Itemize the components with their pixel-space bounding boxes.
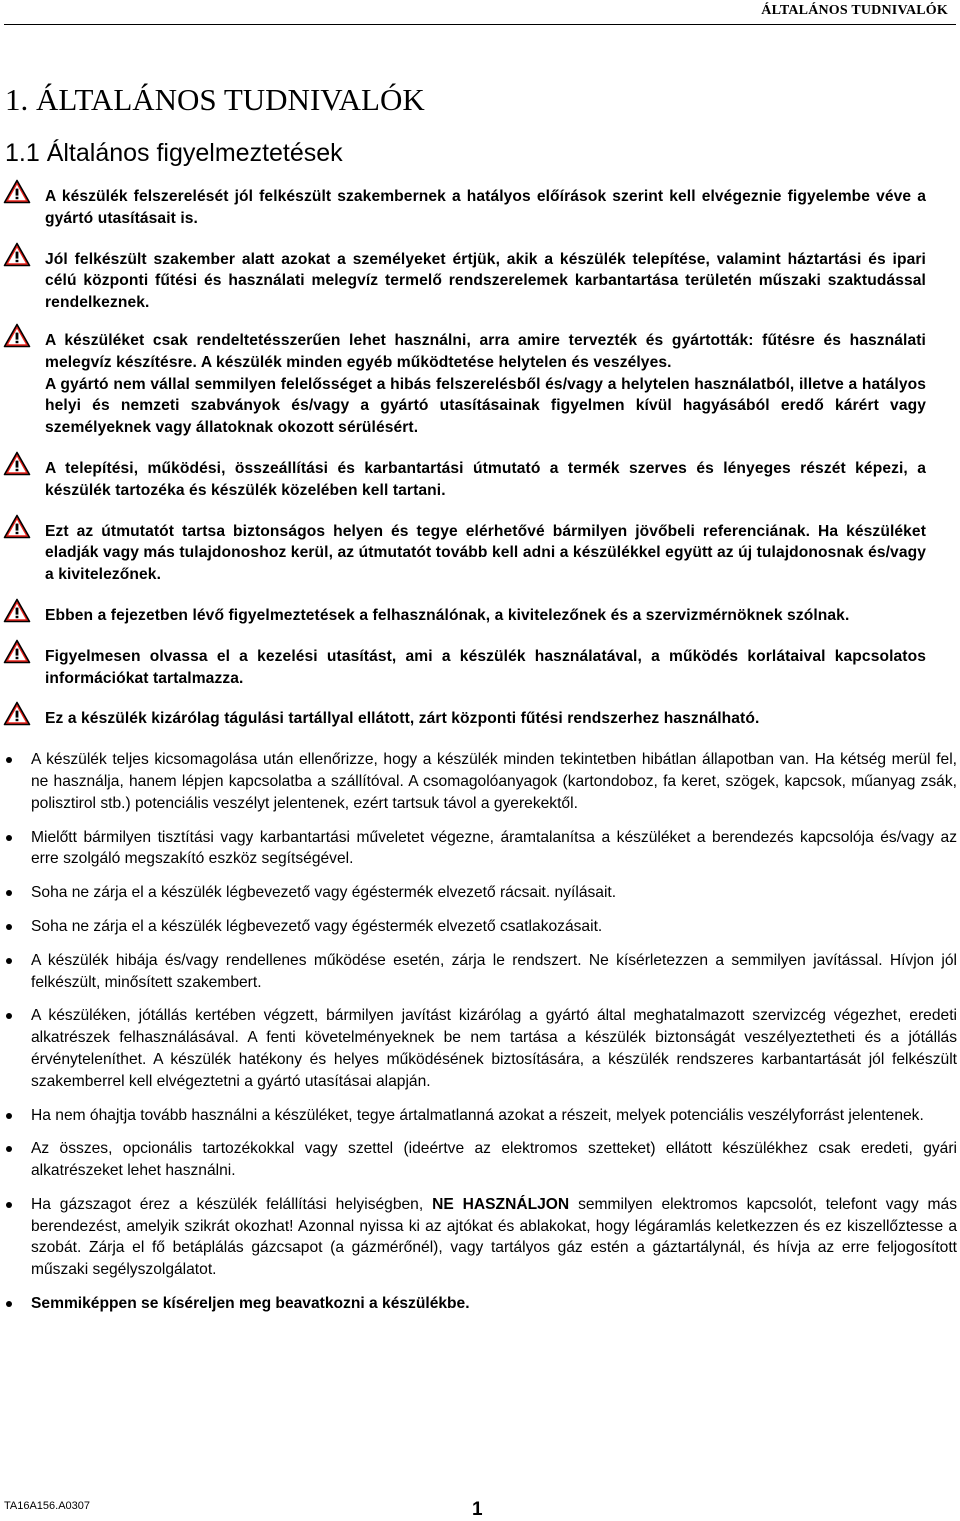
warning-item bbox=[0, 186, 960, 230]
running-header: ÁLTALÁNOS TUDNIVALÓK bbox=[761, 3, 948, 18]
warning-triangle-icon bbox=[3, 701, 31, 726]
warning-triangle-icon bbox=[3, 179, 31, 204]
warning-text: Figyelmesen olvassa el a kezelési utasítást, ami a készülék használatával, a működés korlátaival kapcsolatos információkat tartalmazza. bbox=[45, 647, 926, 687]
list-item bbox=[0, 1194, 960, 1281]
list-item bbox=[0, 749, 960, 814]
warning-text: A készülék felszerelését jól felkészült szakembernek a hatályos előírások szerint kell elvégeznie figyelembe véve a gyártó utasításait is. bbox=[45, 188, 926, 227]
warning-item bbox=[0, 646, 960, 690]
list-item-text: Semmiképpen se kíséreljen meg beavatkozni a készülékbe. bbox=[31, 1295, 470, 1313]
list-item bbox=[0, 950, 960, 994]
list-item bbox=[0, 827, 960, 871]
warning-text: Jól felkészült szakember alatt azokat a személyeket értjük, akik a készülék telepítése, valamint háztartási és ipari célú központi fűtési és használati melegvíz termelő rendszerelemek karbantartása területén műszaki szaktudással rendelkeznek. bbox=[45, 250, 926, 312]
list-item-text bbox=[31, 1194, 957, 1281]
warnings-list bbox=[0, 186, 960, 730]
list-item-text: A készülék teljes kicsomagolása után ellenőrizze, hogy a készülék minden tekintetben hibátlan állapotban van. Ha kétség merül fel, ne használja, hanem lépjen kapcsolatba a szállítóval. A csomagolóanyagok (kartondoboz, fa keret, szögek, kapcsok, műanyag zsák, polisztirol stb.) potenciális veszélyt jelentenek, ezért tartsuk távol a gyerekektől. bbox=[31, 751, 957, 812]
section-subtitle: 1.1 Általános figyelmeztetések bbox=[5, 139, 343, 167]
bullet-dot-icon bbox=[6, 1113, 12, 1119]
list-item-text-after: semmilyen elektromos kapcsolót, telefont vagy más berendezést, amelyik szikrát okozhat! Azonnal nyissa ki az ajtókat és ablakokat, hogy légáramlás keletkezzen és ez kiszellőztesse a szobát. Zárja el fő betáplálás gázcsapot (a gázmérőnél), vagy tartályos gáz estén a gáztartálynál, és hívja az erre feljogosított műszaki segélyszolgálatot. bbox=[31, 1195, 957, 1279]
list-item-text-before: Ha gázszagot érez a készülék felállítási helyiségben, bbox=[31, 1195, 433, 1213]
warning-item bbox=[0, 605, 960, 627]
bullet-dot-icon bbox=[6, 835, 12, 841]
warning-triangle-icon bbox=[3, 242, 31, 267]
bullet-dot-icon bbox=[6, 757, 12, 763]
bullets-list bbox=[0, 749, 960, 1315]
document-code: TA16A156.A0307 bbox=[4, 1500, 91, 1512]
warning-item bbox=[0, 708, 960, 730]
list-item bbox=[0, 1005, 960, 1092]
warning-text: Ebben a fejezetben lévő figyelmeztetések a felhasználónak, a kivitelezőnek és a szervizmérnöknek szólnak. bbox=[45, 606, 850, 624]
bullet-dot-icon bbox=[6, 924, 12, 930]
list-item-text: A készüléken, jótállás kertében végzett, bármilyen javítást kizárólag a gyártó által meghatalmazott szervizcég végezhet, eredeti alkatrészek felhasználásával. A fenti követelményeknek be nem tartása a készülék biztonságát veszélyeztetheti és a jótállás érvényteleníthet. A készülék hatékony és helyes működésének biztosítására, a készülék rendszeres karbantartását jól felkészült szakemberrel kell elvégeztetni a gyártó utasításai alapján. bbox=[31, 1007, 957, 1090]
bullet-dot-icon bbox=[6, 890, 12, 896]
warning-text: A készüléket csak rendeltetésszerűen lehet használni, arra amire tervezték és gyártották: fűtésre és használati melegvíz készítésre. A készülék minden egyéb működtetése helytelen és veszélyes. bbox=[45, 331, 926, 371]
list-item bbox=[0, 916, 960, 938]
warning-text: A telepítési, működési, összeállítási és karbantartási útmutató a termék szerves és lényeges részét képezi, a készülék tartozéka és készülék közelében kell tartani. bbox=[45, 459, 926, 499]
warning-item bbox=[0, 330, 960, 439]
warning-item bbox=[0, 458, 960, 502]
list-item-text: Soha ne zárja el a készülék légbevezető vagy égéstermék elvezető csatlakozásait. bbox=[31, 917, 603, 935]
bullet-dot-icon bbox=[6, 1013, 12, 1019]
warning-triangle-icon bbox=[3, 323, 31, 348]
warning-triangle-icon bbox=[3, 451, 31, 476]
list-item-text: Ha nem óhajtja tovább használni a készüléket, tegye ártalmatlanná azokat a részeit, melyek potenciális veszélyforrást jelentenek. bbox=[31, 1106, 924, 1124]
content bbox=[0, 186, 960, 1315]
warning-text: Ez a készülék kizárólag tágulási tartállyal ellátott, zárt központi fűtési rendszerhez használható. bbox=[45, 710, 760, 728]
bullet-dot-icon bbox=[6, 1301, 12, 1307]
list-item bbox=[0, 1293, 960, 1315]
list-item-text: Soha ne zárja el a készülék légbevezető vagy égéstermék elvezető rácsait. nyílásait. bbox=[31, 884, 617, 902]
list-item bbox=[0, 1138, 960, 1182]
header-rule bbox=[4, 24, 956, 25]
section-title: 1. ÁLTALÁNOS TUDNIVALÓK bbox=[5, 82, 425, 117]
warning-triangle-icon bbox=[3, 514, 31, 539]
list-item bbox=[0, 882, 960, 904]
list-item-text: Az összes, opcionális tartozékokkal vagy szettel (ideértve az elektromos szetteket) ellátott készülékhez csak eredeti, gyári alkatrészeket lehet használni. bbox=[31, 1140, 957, 1180]
warning-text: Ezt az útmutatót tartsa biztonságos helyen és tegye elérhetővé bármilyen jövőbeli referenciának. Ha készüléket eladják vagy más tulajdonoshoz kerül, az útmutatót tovább kell adni a készülékkel együtt az új tulajdonosnak és/vagy a kivitelezőnek. bbox=[45, 522, 926, 584]
bullet-dot-icon bbox=[6, 958, 12, 964]
warning-item bbox=[0, 521, 960, 586]
list-item-text: Mielőtt bármilyen tisztítási vagy karbantartási műveletet végezne, áramtalanítsa a készüléket a berendezés kapcsolója és/vagy az erre szolgáló megszakító eszköz segítségével. bbox=[31, 828, 957, 868]
list-item-text: A készülék hibája és/vagy rendellenes működése esetén, zárja le rendszert. Ne kísérletezzen a semmilyen javítással. Hívjon jól felkészült, minősített szakembert. bbox=[31, 951, 957, 991]
warning-triangle-icon bbox=[3, 598, 31, 623]
list-item-text-bold: NE HASZNÁLJON bbox=[432, 1195, 570, 1213]
warning-text: A gyártó nem vállal semmilyen felelősséget a hibás felszerelésből és/vagy a helytelen használatból, illetve a hatályos helyi és nemzeti szabványok és/vagy a gyártó utasításainak figyelmen kívül hagyásából eredő kárért vagy személyeknek vagy állatoknak okozott sérülésért. bbox=[45, 375, 926, 437]
bullet-dot-icon bbox=[6, 1202, 12, 1208]
list-item bbox=[0, 1105, 960, 1127]
warning-triangle-icon bbox=[3, 639, 31, 664]
warning-item bbox=[0, 249, 960, 314]
bullet-dot-icon bbox=[6, 1146, 12, 1152]
page-number: 1 bbox=[472, 1499, 483, 1520]
